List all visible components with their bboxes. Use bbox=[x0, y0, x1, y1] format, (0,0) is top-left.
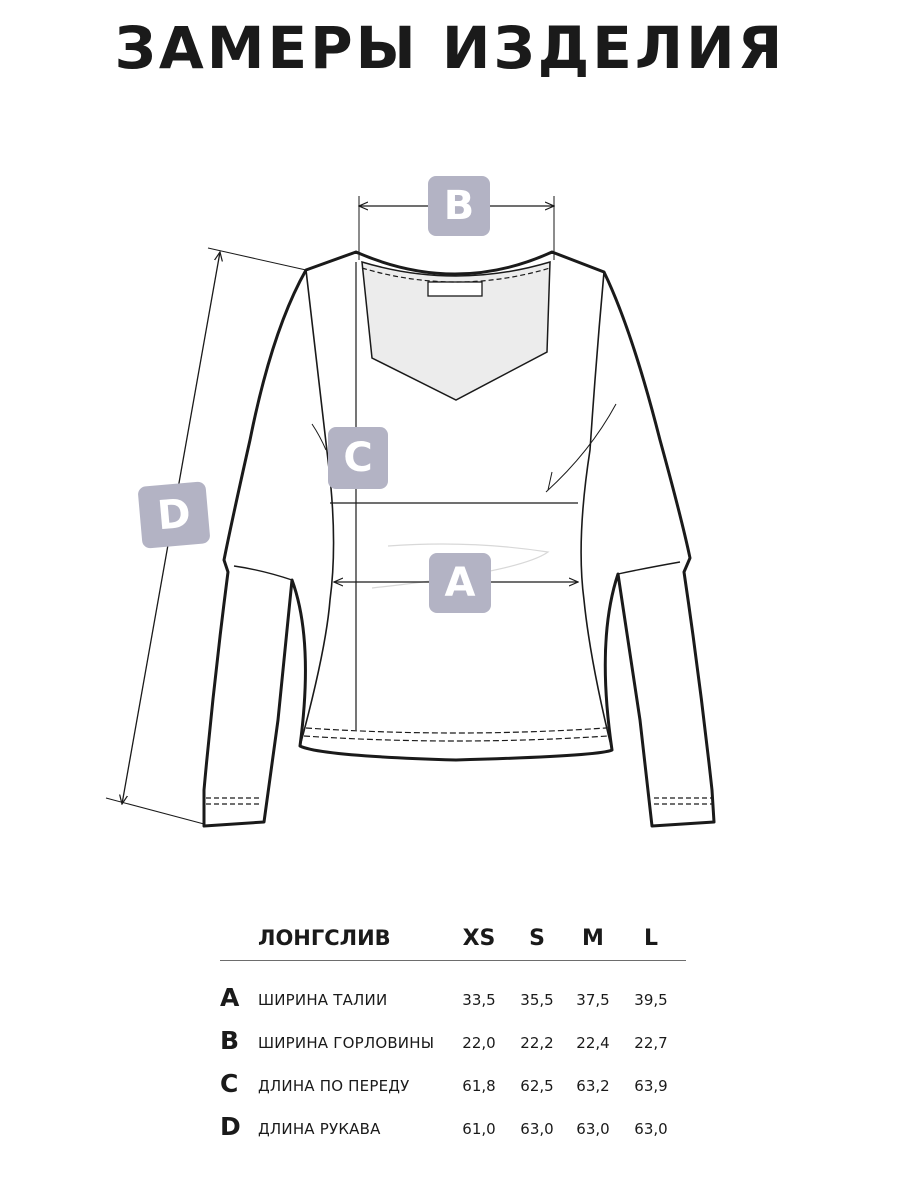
seam-right bbox=[581, 272, 612, 750]
row-value: 63,2 bbox=[576, 1077, 610, 1095]
product-name: ЛОНГСЛИВ bbox=[258, 926, 391, 950]
row-value: 37,5 bbox=[576, 991, 610, 1009]
page-title: ЗАМЕРЫ ИЗДЕЛИЯ bbox=[114, 14, 786, 82]
badge-b: B bbox=[428, 176, 490, 236]
row-value: 39,5 bbox=[634, 991, 668, 1009]
row-value: 63,0 bbox=[576, 1120, 610, 1138]
badge-d: D bbox=[137, 481, 210, 549]
row-name: ДЛИНА РУКАВА bbox=[258, 1120, 381, 1138]
row-value: 61,8 bbox=[462, 1077, 496, 1095]
table-row bbox=[220, 1063, 686, 1106]
row-value: 63,0 bbox=[520, 1120, 554, 1138]
table-row bbox=[220, 1020, 686, 1063]
row-value: 22,0 bbox=[462, 1034, 496, 1052]
row-value: 35,5 bbox=[520, 991, 554, 1009]
row-letter: C bbox=[220, 1069, 239, 1098]
row-value: 63,9 bbox=[634, 1077, 668, 1095]
row-value: 62,5 bbox=[520, 1077, 554, 1095]
size-xs: XS bbox=[462, 926, 496, 951]
size-l: L bbox=[643, 926, 659, 951]
table-row bbox=[220, 977, 686, 1020]
badge-a: A bbox=[429, 553, 491, 613]
row-letter: B bbox=[220, 1026, 240, 1055]
row-value: 33,5 bbox=[462, 991, 496, 1009]
row-name: ШИРИНА ГОРЛОВИНЫ bbox=[258, 1034, 435, 1052]
size-m: M bbox=[582, 926, 604, 951]
badge-c: C bbox=[328, 427, 388, 489]
row-letter: D bbox=[220, 1112, 241, 1141]
row-value: 22,7 bbox=[634, 1034, 668, 1052]
table-row bbox=[220, 1106, 686, 1149]
size-s: S bbox=[529, 926, 545, 951]
neck-label bbox=[428, 282, 482, 296]
row-name: ШИРИНА ТАЛИИ bbox=[258, 991, 388, 1009]
row-name: ДЛИНА ПО ПЕРЕДУ bbox=[258, 1077, 410, 1095]
row-value: 63,0 bbox=[634, 1120, 668, 1138]
size-table bbox=[220, 920, 686, 1149]
row-letter: A bbox=[220, 983, 240, 1012]
row-value: 61,0 bbox=[462, 1120, 496, 1138]
row-value: 22,4 bbox=[576, 1034, 610, 1052]
size-table-header bbox=[220, 920, 686, 961]
row-value: 22,2 bbox=[520, 1034, 554, 1052]
